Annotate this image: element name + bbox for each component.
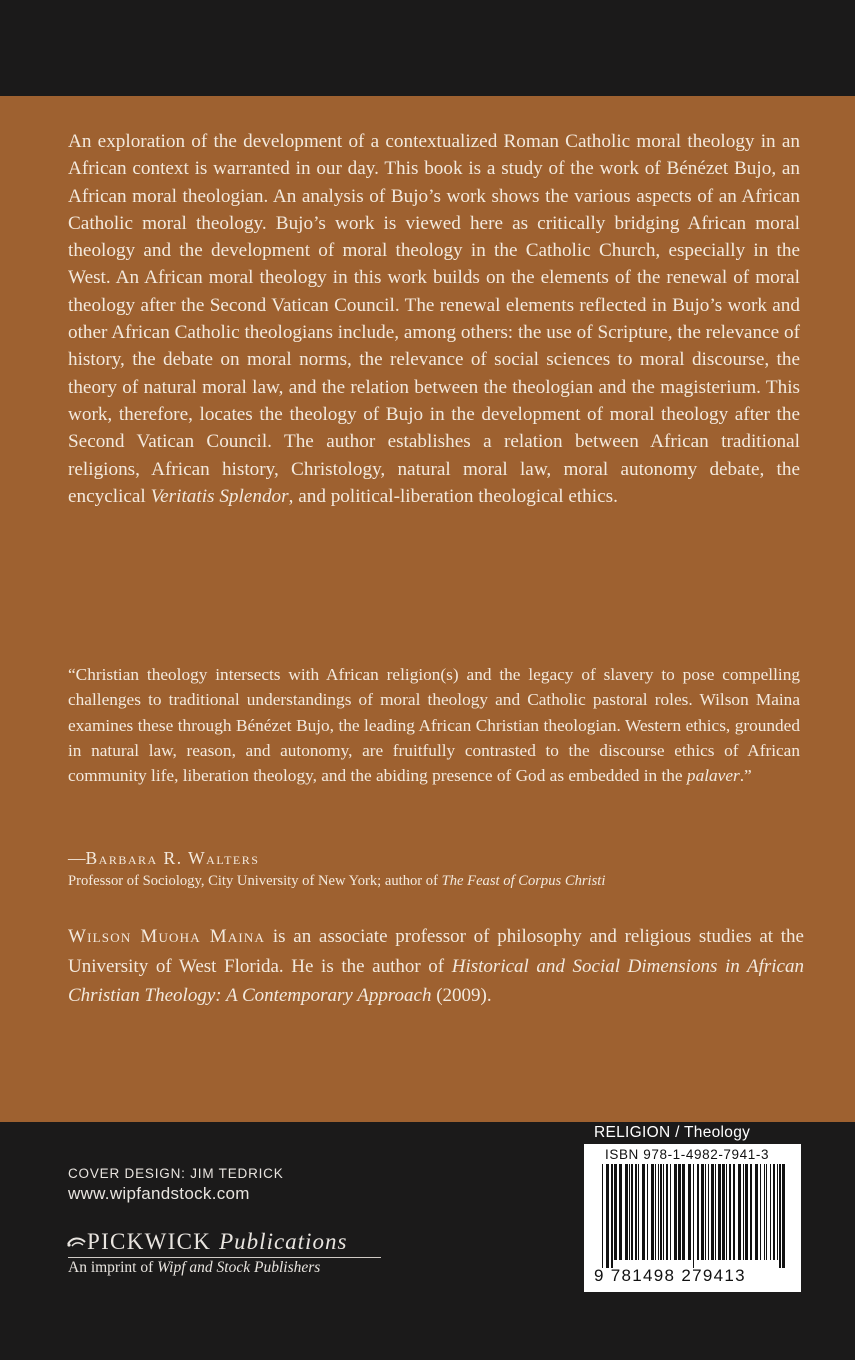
barcode-bar — [715, 1164, 716, 1260]
barcode-bar — [764, 1164, 765, 1260]
barcode-bar — [614, 1164, 617, 1260]
barcode-bar — [722, 1164, 725, 1260]
description-encyclical-title: Veritatis Splendor — [150, 485, 289, 507]
barcode-bar — [642, 1164, 645, 1260]
barcode-bar — [711, 1164, 714, 1260]
affiliation-text: Professor of Sociology, City University of New York; author of — [68, 873, 442, 889]
barcode-bar — [705, 1164, 706, 1260]
barcode-bar — [602, 1164, 603, 1268]
barcode-bar — [651, 1164, 654, 1260]
quote-text: “Christian theology intersects with African religion(s) and the legacy of slavery to pose compelling challenges to traditional understandings of moral theology and Catholic pastoral roles. Wilson Maina examines these through Bénézet Bujo, the leading African Christian theologian. Western ethics, grounded in natural law, reason, and autonomy, are fruitfully contrasted to the discourse ethics of African community life, liberation theology, and the abiding presence of God as embedded in the — [68, 665, 800, 786]
barcode-bar — [678, 1164, 681, 1260]
barcode-bar — [760, 1164, 761, 1260]
barcode-bar — [766, 1164, 767, 1260]
bio-text-end: (2009). — [431, 985, 492, 1006]
barcode-bar — [726, 1164, 727, 1260]
barcode-bar — [658, 1164, 659, 1260]
description-text: An exploration of the development of a contextualized Roman Catholic moral theology in an African context is warranted in our day. This book is a study of the work of Bénézet Bujo, an African moral theologian. An analysis of Bujo’s work shows the various aspects of an African Catholic moral theology. Bujo’s work is viewed here as critically bridging African moral theology and the development of moral theology in the Catholic Church, especially in the West. An African moral theology in this work builds on the elements of the renewal of moral theology after the Second Vatican Council. The renewal elements reflected in Bujo’s work and other African Catholic theologians include, among others: the use of Scripture, the relevance of history, the debate on moral norms, the relevance of social sciences to moral discourse, the theory of natural moral law, and the relation between the theologian and the magisterium. This work, therefore, locates the theology of Bujo in the development of moral theology after the Second Vatican Council. The author establishes a relation between African traditional religions, African history, Christology, natural moral law, moral autonomy debate, the encyclical — [68, 131, 800, 507]
affiliation-book-title: The Feast of Corpus Christi — [441, 873, 606, 889]
top-band — [0, 0, 855, 96]
isbn-barcode-box — [584, 1144, 801, 1292]
barcode-bar — [733, 1164, 735, 1260]
barcode-bar — [631, 1164, 633, 1260]
publisher-logo — [66, 1225, 347, 1255]
endorsement-author — [68, 846, 808, 870]
barcode-bar — [773, 1164, 775, 1260]
barcode-bar — [635, 1164, 637, 1260]
barcode-bar — [619, 1164, 622, 1260]
subject-category: RELIGION / Theology — [594, 1124, 751, 1141]
imprint-parent-name: Wipf and Stock Publishers — [157, 1259, 321, 1276]
imprint-text: An imprint of — [68, 1259, 158, 1276]
barcode-bar — [693, 1164, 694, 1268]
description-text-end: , and political-liberation theological ethics. — [288, 485, 618, 507]
barcode-bar — [750, 1164, 752, 1260]
barcode-bar — [682, 1164, 685, 1260]
barcode-bar — [670, 1164, 671, 1260]
barcode-bar — [638, 1164, 639, 1260]
barcode-bar — [674, 1164, 677, 1260]
barcode-bar — [647, 1164, 648, 1260]
barcode-bar — [755, 1164, 758, 1260]
pen-nib-icon — [66, 1233, 86, 1255]
publisher-website: www.wipfandstock.com — [68, 1184, 250, 1203]
publisher-name: PICKWICK — [87, 1229, 212, 1254]
endorsement-quote — [68, 662, 800, 788]
barcode-bar — [629, 1164, 630, 1260]
endorser-affiliation — [68, 871, 808, 891]
barcode-bar — [663, 1164, 664, 1260]
barcode-bar — [745, 1164, 748, 1260]
barcode-bar — [782, 1164, 785, 1268]
isbn-number: ISBN 978-1-4982-7941-3 — [605, 1147, 770, 1162]
bio-text: is an associate professor of philosophy and religious studies at the University of West Florida. He is the author of — [68, 926, 804, 977]
imprint-line — [68, 1259, 320, 1277]
barcode-bar — [666, 1164, 668, 1260]
quote-italic-word: palaver — [686, 766, 740, 786]
barcode-bar — [697, 1164, 699, 1260]
book-description — [68, 128, 800, 510]
attribution-dash: — — [68, 848, 86, 868]
barcode-bar — [688, 1164, 691, 1260]
barcode-bar — [770, 1164, 771, 1260]
barcode-bar — [777, 1164, 778, 1260]
author-name: Wilson Muoha Maina — [68, 926, 266, 947]
barcode-bar — [660, 1164, 662, 1260]
barcode-bar — [625, 1164, 628, 1260]
barcode-graphic — [600, 1164, 786, 1268]
barcode-bar — [606, 1164, 609, 1268]
quote-text-end: .” — [739, 766, 752, 786]
publisher-divider — [68, 1257, 381, 1258]
barcode-bar — [611, 1164, 613, 1268]
barcode-bar — [729, 1164, 731, 1260]
barcode-bar — [708, 1164, 709, 1260]
cover-design-credit: COVER DESIGN: JIM TEDRICK — [68, 1166, 284, 1181]
publisher-name-italic: Publications — [219, 1229, 348, 1254]
barcode-bar — [779, 1164, 781, 1268]
barcode-digits: 9 781498 279413 — [594, 1266, 746, 1285]
barcode-bar — [655, 1164, 656, 1260]
endorser-name: Barbara R. Walters — [85, 848, 260, 868]
barcode-bar — [743, 1164, 744, 1260]
author-bio — [68, 922, 804, 1011]
barcode-bar — [738, 1164, 741, 1260]
barcode-bar — [701, 1164, 704, 1260]
bio-book-title: Historical and Social Dimensions in African Christian Theology: A Contemporary Approach — [68, 955, 804, 1006]
barcode-bar — [718, 1164, 721, 1260]
